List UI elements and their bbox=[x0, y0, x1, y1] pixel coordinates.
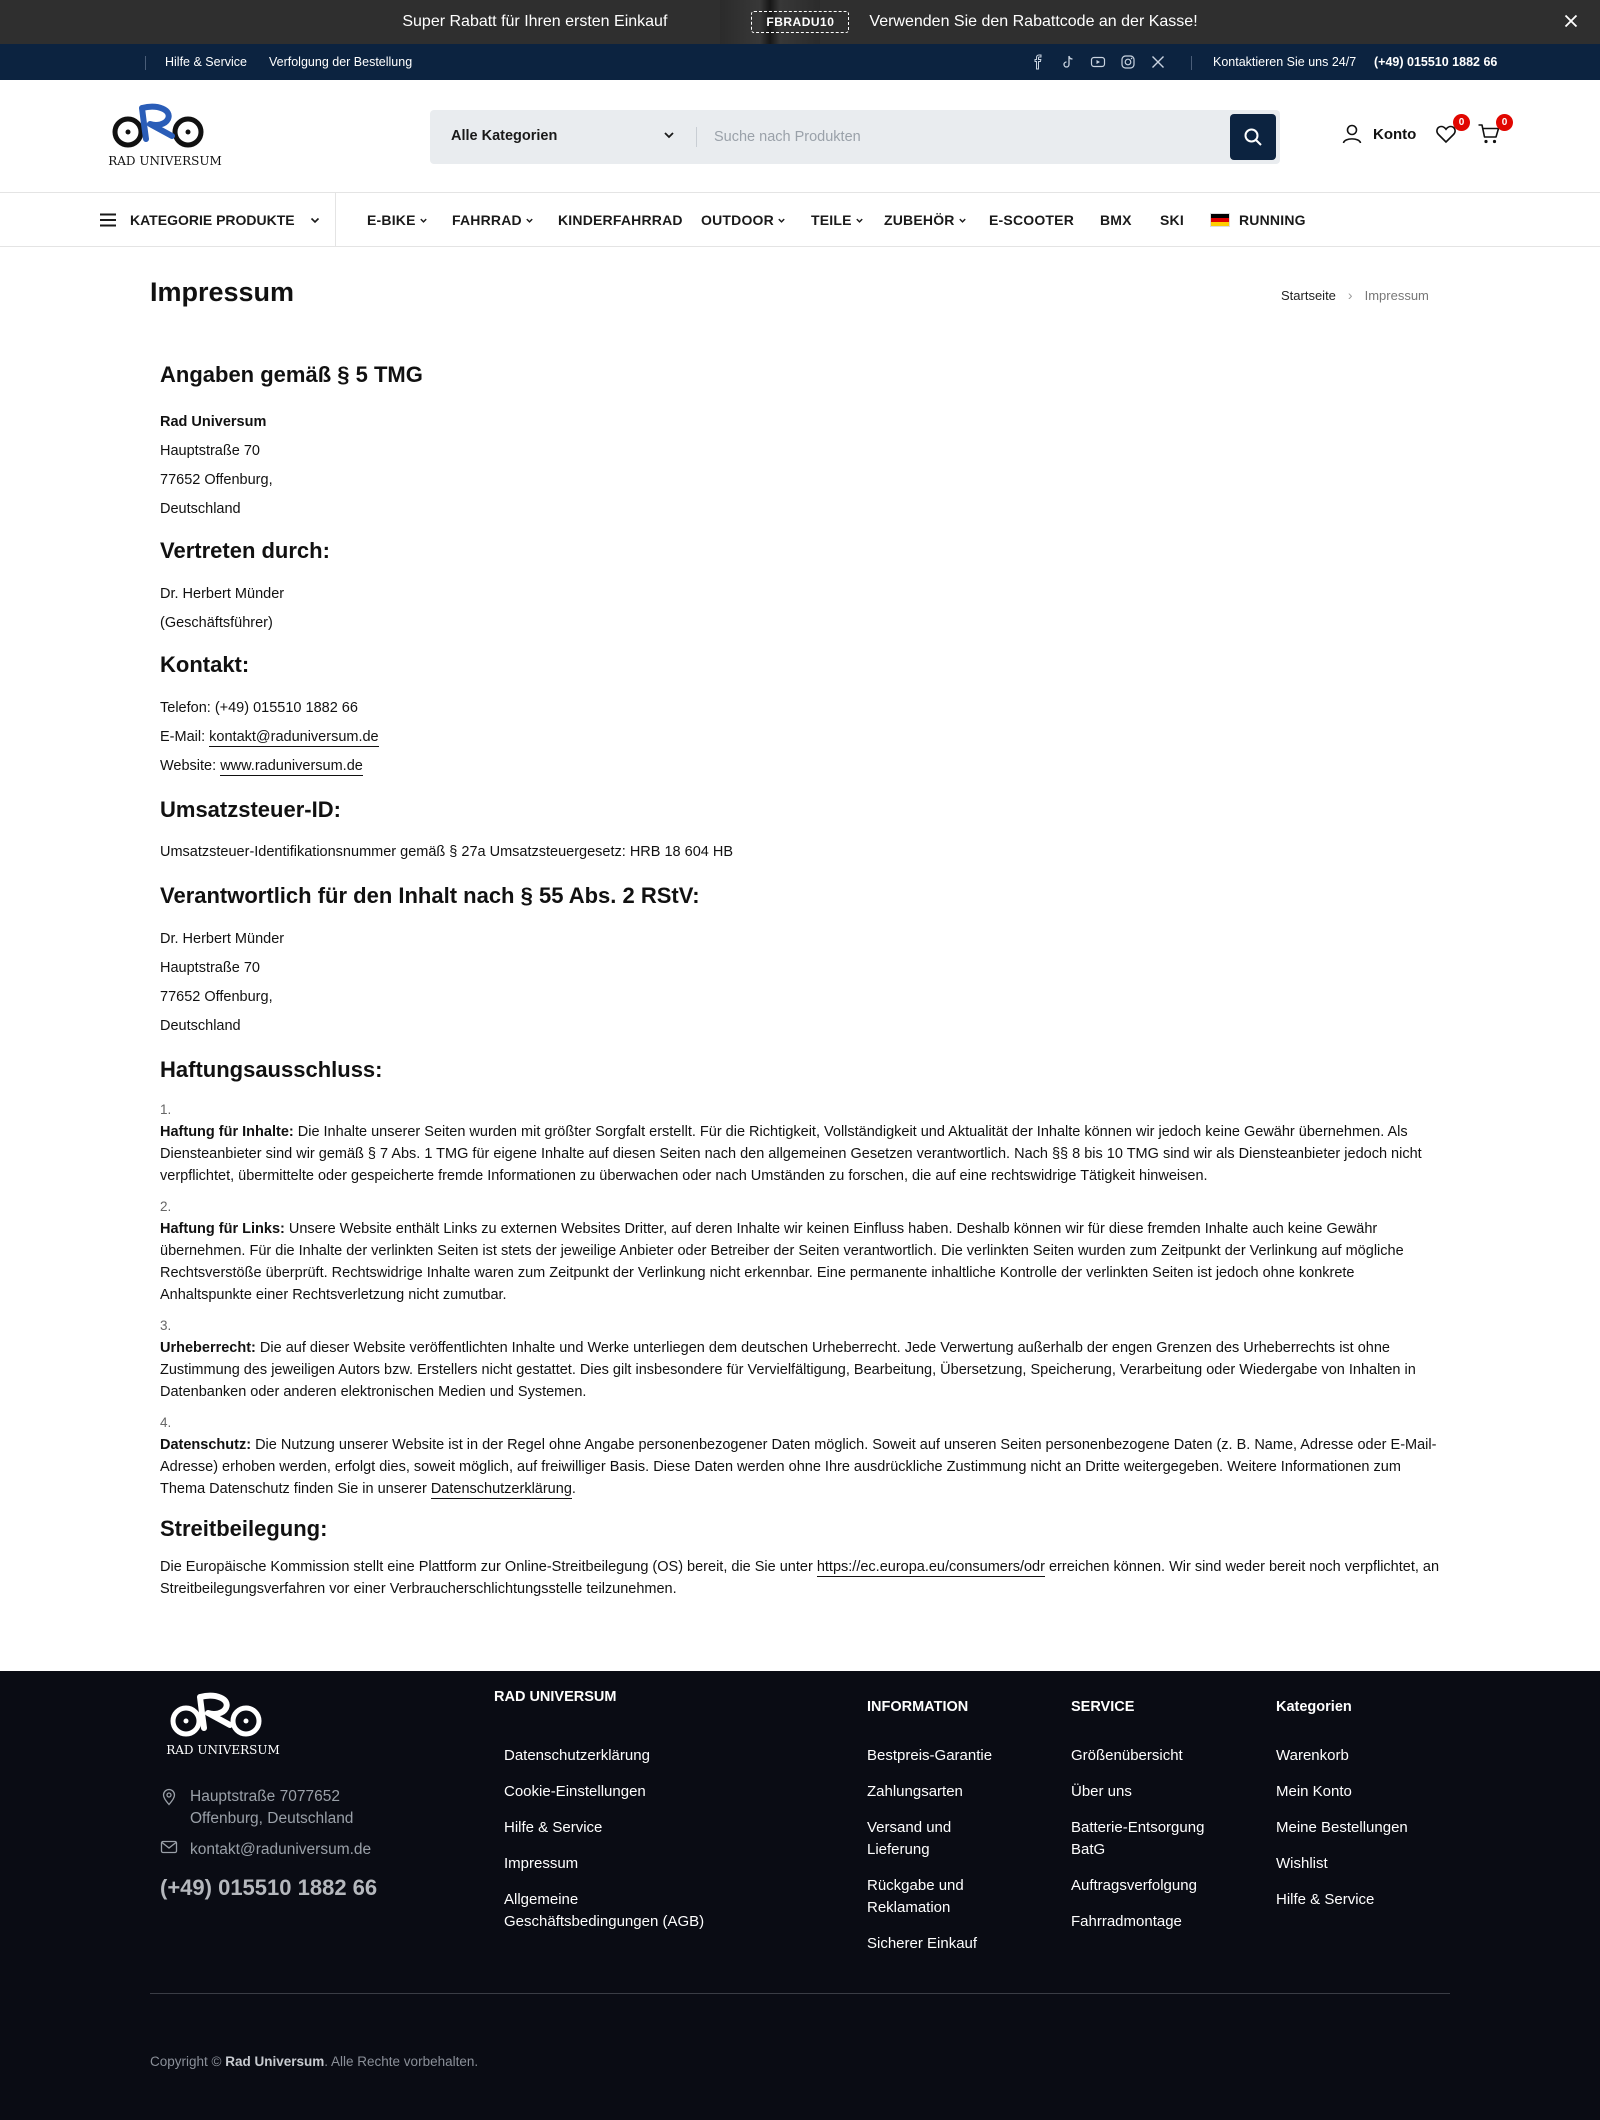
account-label: Konto bbox=[1373, 125, 1417, 143]
disclaimer-item bbox=[160, 1434, 1442, 1500]
footer-address-line1: Hauptstraße 7077652 bbox=[190, 1788, 340, 1805]
nav-item-label: KINDERFAHRRAD bbox=[558, 212, 683, 228]
site-logo[interactable] bbox=[102, 102, 228, 170]
footer-link[interactable]: Wishlist bbox=[1276, 1855, 1328, 1872]
user-icon bbox=[1340, 122, 1364, 146]
company-street: Hauptstraße 70 bbox=[160, 443, 260, 459]
responsible-city: 77652 Offenburg, bbox=[160, 989, 273, 1005]
disclaimer-item-title: Urheberrecht: bbox=[160, 1340, 256, 1356]
footer-col-heading: INFORMATION bbox=[867, 1699, 969, 1715]
company-country: Deutschland bbox=[160, 501, 241, 517]
footer-link[interactable]: Auftragsverfolgung bbox=[1071, 1877, 1197, 1894]
nav-item-label: E-SCOOTER bbox=[989, 212, 1075, 228]
nav-item-label: OUTDOOR bbox=[701, 212, 774, 228]
chevron-down-icon bbox=[419, 216, 428, 225]
footer-address-line2: Offenburg, Deutschland bbox=[190, 1810, 354, 1827]
vat-id-text: Umsatzsteuer-Identifikationsnummer gemäß § 27a Umsatzsteuergesetz: HRB 18 604 HB bbox=[160, 844, 733, 860]
footer-email-link[interactable]: kontakt@raduniversum.de bbox=[190, 1840, 372, 1858]
contact-email-line bbox=[160, 723, 1442, 752]
footer-link[interactable]: Datenschutzerklärung bbox=[504, 1747, 650, 1764]
nav-item-label: TEILE bbox=[811, 212, 852, 228]
nav-item-zubehoer[interactable] bbox=[884, 212, 967, 228]
company-city: 77652 Offenburg, bbox=[160, 472, 273, 488]
dispute-text bbox=[160, 1556, 1442, 1600]
divider bbox=[696, 127, 697, 147]
category-nav bbox=[0, 193, 1600, 247]
promo-text-right: Verwenden Sie den Rabattcode an der Kasse! bbox=[869, 13, 1198, 30]
website-label: Website: bbox=[160, 758, 217, 774]
cart-count-badge: 0 bbox=[1496, 114, 1513, 131]
representative-name: Dr. Herbert Münder bbox=[160, 586, 285, 602]
nav-item-kinderfahrrad[interactable] bbox=[558, 212, 683, 228]
responsible-country: Deutschland bbox=[160, 1018, 241, 1034]
category-menu-button[interactable] bbox=[100, 193, 336, 247]
copyright-suffix: . Alle Rechte vorbehalten. bbox=[324, 2054, 479, 2069]
chevron-down-icon bbox=[525, 216, 534, 225]
section-heading-ust: Umsatzsteuer-ID: bbox=[160, 797, 341, 822]
footer-link[interactable]: Meine Bestellungen bbox=[1276, 1819, 1408, 1836]
contact-website-line bbox=[160, 752, 1442, 781]
footer-link[interactable]: Fahrradmontage bbox=[1071, 1913, 1182, 1930]
help-link[interactable]: Hilfe & Service bbox=[165, 55, 247, 69]
copyright-brand: Rad Universum bbox=[225, 2054, 325, 2069]
chevron-down-icon bbox=[662, 128, 676, 142]
category-select[interactable]: Alle Kategorien bbox=[451, 128, 558, 144]
promo-code[interactable]: FBRADU10 bbox=[751, 11, 849, 33]
nav-item-label: RUNNING bbox=[1239, 212, 1306, 228]
search-bar bbox=[430, 110, 1280, 164]
breadcrumb-current: Impressum bbox=[1364, 287, 1429, 303]
website-link[interactable]: www.raduniversum.de bbox=[220, 758, 363, 774]
footer-logo[interactable] bbox=[160, 1691, 286, 1759]
disclaimer-item-title: Haftung für Links: bbox=[160, 1221, 285, 1237]
footer-col-information bbox=[867, 1699, 993, 1952]
x-icon[interactable] bbox=[1150, 54, 1166, 70]
footer-link[interactable]: Batterie-Entsorgung bbox=[1071, 1819, 1205, 1836]
breadcrumb-separator-icon: › bbox=[1347, 287, 1353, 303]
disclaimer-item bbox=[160, 1121, 1442, 1187]
nav-item-ski[interactable] bbox=[1160, 212, 1184, 228]
facebook-icon[interactable] bbox=[1030, 54, 1046, 70]
nav-item-label: SKI bbox=[1160, 212, 1184, 228]
chevron-down-icon bbox=[777, 216, 786, 225]
dispute-text-before: Die Europäische Kommission stellt eine Plattform zur Online-Streitbeilegung (OS) bereit, die Sie unter bbox=[160, 1559, 817, 1575]
logo-text: RAD UNIVERSUM bbox=[108, 154, 222, 168]
nav-item-running[interactable] bbox=[1210, 212, 1306, 228]
footer-col-service bbox=[1071, 1699, 1205, 1930]
section-heading-vertreten: Vertreten durch: bbox=[160, 538, 330, 563]
nav-item-e-scooter[interactable] bbox=[989, 212, 1074, 228]
social-links bbox=[1030, 54, 1166, 70]
footer-link[interactable]: Größenübersicht bbox=[1071, 1747, 1183, 1764]
nav-item-label: E-BIKE bbox=[367, 212, 416, 228]
contact-label: Kontaktieren Sie uns 24/7 bbox=[1213, 55, 1357, 69]
footer-link[interactable]: Hilfe & Service bbox=[504, 1819, 603, 1836]
cart-button[interactable] bbox=[1477, 117, 1508, 148]
footer-link[interactable]: Warenkorb bbox=[1276, 1747, 1349, 1764]
footer-link[interactable]: Zahlungsarten bbox=[867, 1783, 963, 1800]
disclaimer-item-text: Die Nutzung unserer Website ist in der Regel ohne Angabe personenbezogener Daten möglich. Soweit auf unseren Seiten personenbezogene Daten (z. B. Name, Adresse oder E-Mail-Adresse) erhoben werden, erfolgt dies, soweit möglich, auf freiwilliger Basis. Diese Daten werden ohne Ihre ausdrückliche Zustimmung nicht an Dritte weitergegeben. Weitere Informationen zum Thema Datenschutz finden Sie in unserer bbox=[160, 1437, 1437, 1497]
disclaimer-item bbox=[160, 1337, 1442, 1403]
footer-phone[interactable]: (+49) 015510 1882 66 bbox=[160, 1875, 378, 1900]
company-name: Rad Universum bbox=[160, 414, 267, 430]
footer-link[interactable]: BatG bbox=[1071, 1841, 1106, 1858]
page-title: Impressum bbox=[150, 277, 295, 307]
footer-col-heading: SERVICE bbox=[1071, 1699, 1135, 1715]
responsible-street: Hauptstraße 70 bbox=[160, 960, 260, 976]
disclaimer-item-title: Datenschutz: bbox=[160, 1437, 252, 1453]
mail-icon bbox=[160, 1838, 178, 1861]
promo-text-left: Super Rabatt für Ihren ersten Einkauf bbox=[402, 13, 668, 30]
nav-item-e-bike[interactable] bbox=[367, 212, 428, 228]
disclaimer-item-text: Unsere Website enthält Links zu externen Websites Dritter, auf deren Inhalte wir keinen Einfluss haben. Deshalb können wir für diese fremden Inhalte auch keine Gewähr übernehmen. Für die Inhalte der verlinkten Seiten ist stets der jeweilige Anbieter oder Betreiber der Seiten verantwortlich. Die verlinkten Seiten wurden zum Zeitpunkt der Verlinkung auf mögliche Rechtsverstöße überprüft. Rechtswidrige Inhalte waren zum Zeitpunkt der Verlinkung nicht erkennbar. Eine permanente inhaltliche Kontrolle der verlinkten Seiten ist jedoch ohne konkrete Anhaltspunkte einer Rechtsverletzung nicht zumutbar. bbox=[160, 1221, 1404, 1303]
impressum-content bbox=[160, 360, 1442, 1600]
nav-item-bmx[interactable] bbox=[1100, 212, 1132, 228]
top-nav bbox=[0, 44, 1600, 80]
footer-col-heading: RAD UNIVERSUM bbox=[494, 1689, 617, 1705]
footer-link[interactable]: Versand und bbox=[867, 1819, 952, 1836]
nav-item-label: FAHRRAD bbox=[452, 212, 522, 228]
account-link[interactable] bbox=[1340, 122, 1416, 146]
list-number: 1. bbox=[160, 1102, 172, 1117]
section-heading-streit: Streitbeilegung: bbox=[160, 1516, 328, 1541]
copyright-prefix: Copyright © bbox=[150, 2054, 226, 2069]
site-footer bbox=[0, 1671, 1600, 2120]
section-heading-verantwortlich: Verantwortlich für den Inhalt nach § 55 Abs. 2 RStV: bbox=[160, 883, 700, 908]
contact-phone[interactable]: (+49) 015510 1882 66 bbox=[1374, 55, 1498, 69]
nav-item-outdoor[interactable] bbox=[701, 212, 786, 228]
footer-link[interactable]: Cookie-Einstellungen bbox=[504, 1783, 646, 1800]
list-number: 3. bbox=[160, 1318, 172, 1333]
footer-email bbox=[160, 1838, 371, 1861]
close-icon bbox=[1560, 10, 1582, 32]
footer-link[interactable]: Hilfe & Service bbox=[1276, 1891, 1375, 1908]
breadcrumb bbox=[1281, 287, 1429, 303]
disclaimer-item-end: . bbox=[571, 1481, 576, 1497]
search-input[interactable] bbox=[714, 122, 1214, 152]
divider bbox=[145, 56, 146, 70]
category-menu-label: KATEGORIE PRODUKTE bbox=[130, 212, 295, 228]
footer-address bbox=[160, 1786, 353, 1830]
nav-item-fahrrad[interactable] bbox=[452, 212, 534, 228]
wishlist-count-badge: 0 bbox=[1453, 114, 1470, 131]
footer-link[interactable]: Rückgabe und bbox=[867, 1877, 964, 1894]
footer-divider bbox=[150, 1993, 1450, 1994]
footer-link[interactable]: Reklamation bbox=[867, 1899, 951, 1916]
email-label: E-Mail: bbox=[160, 729, 206, 745]
footer-link[interactable]: Allgemeine bbox=[504, 1891, 579, 1908]
search-button[interactable] bbox=[1230, 114, 1276, 160]
privacy-policy-link[interactable]: Datenschutzerklärung bbox=[430, 1481, 572, 1497]
copyright bbox=[150, 2054, 478, 2069]
list-number: 4. bbox=[160, 1415, 172, 1430]
order-tracking-link[interactable]: Verfolgung der Bestellung bbox=[269, 55, 413, 69]
breadcrumb-home[interactable]: Startseite bbox=[1281, 287, 1336, 303]
chevron-down-icon bbox=[309, 214, 321, 226]
disclaimer-item-text: Die Inhalte unserer Seiten wurden mit größter Sorgfalt erstellt. Für die Richtigkeit, Vollständigkeit und Aktualität der Inhalte können wir jedoch keine Gewähr übernehmen. Als Diensteanbieter sind wir gemäß § 7 Abs. 1 TMG für eigene Inhalte auf diesen Seiten nach den allgemeinen Gesetzen verantwortlich. Nach §§ 8 bis 10 TMG sind wir als Diensteanbieter jedoch nicht verpflichtet, übermittelte oder gespeicherte fremde Informationen zu überwachen oder nach Umständen zu forschen, die auf eine rechtswidrige Tätigkeit hinweisen. bbox=[160, 1124, 1422, 1184]
list-number: 2. bbox=[160, 1199, 172, 1214]
search-icon bbox=[1243, 127, 1263, 147]
site-header bbox=[0, 80, 1600, 193]
footer-col-heading: Kategorien bbox=[1276, 1699, 1352, 1715]
odr-link[interactable]: https://ec.europa.eu/consumers/odr bbox=[816, 1559, 1045, 1575]
disclaimer-item bbox=[160, 1218, 1442, 1306]
footer-link[interactable]: Geschäftsbedingungen (AGB) bbox=[504, 1913, 705, 1930]
nav-item-teile[interactable] bbox=[811, 212, 864, 228]
footer-link[interactable]: Lieferung bbox=[867, 1841, 930, 1858]
hamburger-icon bbox=[100, 213, 116, 227]
promo-bar bbox=[0, 0, 1600, 44]
divider bbox=[1191, 56, 1192, 70]
footer-link[interactable]: Impressum bbox=[504, 1855, 579, 1872]
responsible-name: Dr. Herbert Münder bbox=[160, 931, 285, 947]
footer-col-rad-universum bbox=[494, 1689, 705, 1930]
dispute-text-after: erreichen können. Wir sind weder bereit noch verpflichtet, an Streitbeilegungsverfahren vor einer Verbraucherschlichtungsstelle teilzunehmen. bbox=[160, 1559, 1440, 1597]
german-flag-icon bbox=[1210, 213, 1230, 227]
youtube-icon[interactable] bbox=[1090, 54, 1106, 70]
section-heading-angaben: Angaben gemäß § 5 TMG bbox=[160, 362, 423, 387]
email-link[interactable]: kontakt@raduniversum.de bbox=[209, 729, 379, 745]
contact-phone-line: Telefon: (+49) 015510 1882 66 bbox=[160, 700, 358, 716]
nav-item-label: BMX bbox=[1100, 212, 1132, 228]
instagram-icon[interactable] bbox=[1120, 54, 1136, 70]
tiktok-icon[interactable] bbox=[1060, 54, 1076, 70]
location-pin-icon bbox=[160, 1788, 178, 1806]
footer-col-kategorien bbox=[1276, 1699, 1408, 1908]
footer-link[interactable]: Mein Konto bbox=[1276, 1783, 1352, 1800]
chevron-down-icon bbox=[958, 216, 967, 225]
nav-item-label: ZUBEHÖR bbox=[884, 212, 955, 228]
footer-link[interactable]: Bestpreis-Garantie bbox=[867, 1747, 993, 1764]
footer-link[interactable]: Über uns bbox=[1071, 1783, 1132, 1800]
chevron-down-icon bbox=[855, 216, 864, 225]
wishlist-button[interactable] bbox=[1434, 117, 1465, 148]
section-heading-haftung: Haftungsausschluss: bbox=[160, 1057, 383, 1082]
section-heading-kontakt: Kontakt: bbox=[160, 652, 250, 677]
close-promo-button[interactable] bbox=[1560, 10, 1582, 32]
representative-role: (Geschäftsführer) bbox=[160, 615, 273, 631]
disclaimer-item-title: Haftung für Inhalte: bbox=[160, 1124, 294, 1140]
footer-link[interactable]: Sicherer Einkauf bbox=[867, 1935, 978, 1952]
disclaimer-item-text: Die auf dieser Website veröffentlichten Inhalte und Werke unterliegen dem deutschen Urheberrecht. Jede Verwertung außerhalb der engen Grenzen des Urheberrechts ist ohne Zustimmung des jeweiligen Autors bzw. Erstellers nicht gestattet. Dies gilt insbesondere für Vervielfältigung, Bearbeitung, Übersetzung, Speicherung, Verarbeitung oder Wiedergabe von Inhalten in Datenbanken oder anderen elektronischen Medien und Systemen. bbox=[160, 1340, 1416, 1400]
footer-logo-text: RAD UNIVERSUM bbox=[166, 1743, 280, 1757]
